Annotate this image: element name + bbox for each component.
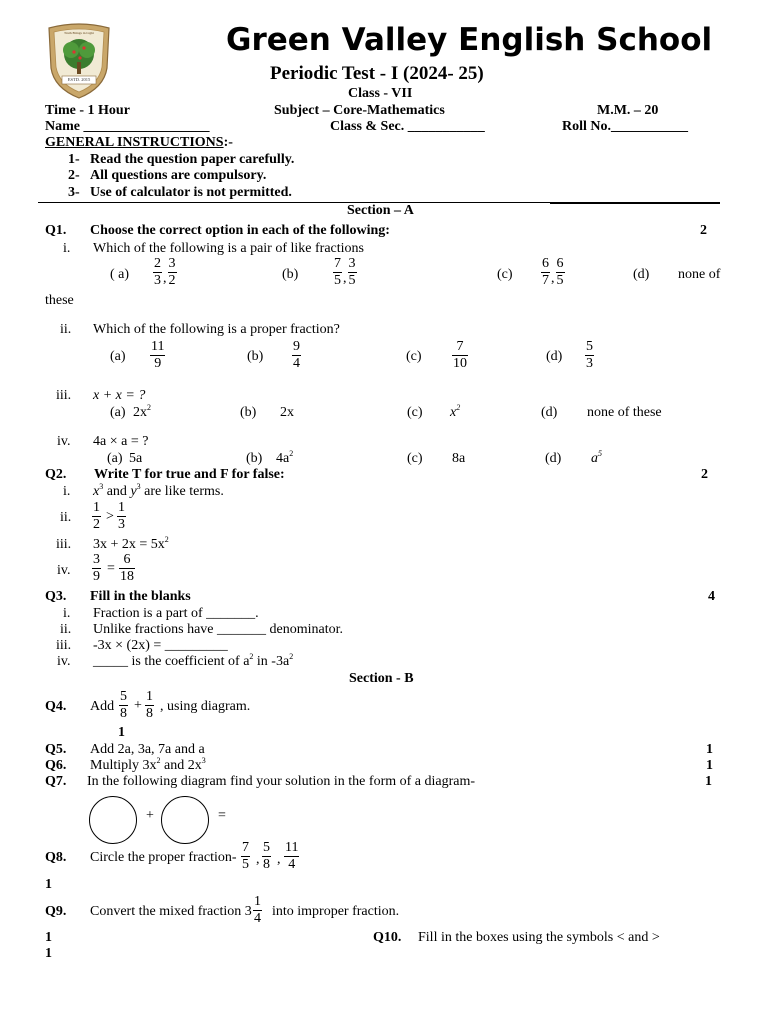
q6-text: Multiply $3x^2$ and $2x^3$ bbox=[90, 756, 206, 773]
q1-ii-option-c-label: (c) bbox=[406, 349, 422, 364]
q3-marks: 4 bbox=[708, 589, 715, 604]
q7-text: In the following diagram find your solution in the form of a diagram- bbox=[87, 774, 476, 789]
option-text: 2x bbox=[133, 405, 147, 420]
instruction-1: Read the question paper carefully. bbox=[90, 152, 295, 167]
denominator: 4 bbox=[288, 857, 296, 872]
q1-i-option-c[interactable]: $\frac{6}{7}$ , $\frac{6}{5}$ bbox=[542, 256, 564, 288]
q3-i-number: i. bbox=[63, 606, 71, 621]
q1-ii-option-d-label: (d) bbox=[546, 349, 563, 364]
school-name: Green Valley English School bbox=[226, 22, 713, 58]
denominator: 3 bbox=[154, 273, 161, 288]
q1-ii-option-b[interactable] bbox=[292, 339, 301, 372]
fraction bbox=[168, 256, 177, 289]
denominator: 5 bbox=[556, 273, 564, 288]
q1-iii-option-b-label: (b) bbox=[240, 405, 257, 420]
q3-text: Fill in the blanks bbox=[90, 589, 191, 604]
q1-i-option-d-text[interactable]: none of bbox=[678, 267, 721, 282]
statement: _____ is the coefficient of a bbox=[93, 654, 250, 669]
crest-established: ESTD. 2015 bbox=[67, 77, 91, 82]
q8-label: Q8. bbox=[45, 850, 67, 865]
numerator: 2 bbox=[154, 256, 161, 271]
q1-ii-option-a[interactable] bbox=[150, 339, 165, 372]
q2-ii-right-fraction bbox=[117, 500, 126, 533]
denominator: 8 bbox=[146, 706, 153, 721]
q1-iii-number: iii. bbox=[56, 388, 72, 403]
denominator: 2 bbox=[93, 517, 100, 532]
subject-label: Subject – Core-Mathematics bbox=[274, 103, 445, 118]
q6-marks: 1 bbox=[706, 758, 713, 773]
denominator: 5 bbox=[348, 273, 356, 288]
q8-marks: 1 bbox=[45, 877, 52, 892]
q1-label: Q1. bbox=[45, 223, 67, 238]
q4-marks: 1 bbox=[118, 725, 125, 740]
q3-iv-text: _____ is the coefficient of $a^2$ in $-3a^2$ bbox=[93, 652, 294, 669]
q3-ii-number: ii. bbox=[60, 622, 72, 637]
q9-marks: 1 bbox=[45, 930, 52, 945]
q10-label: Q10. bbox=[373, 930, 402, 945]
q5-marks: 1 bbox=[706, 742, 713, 757]
numerator: 7 bbox=[334, 256, 341, 271]
q8-fraction-3[interactable] bbox=[284, 840, 299, 873]
instruction-3-number: 3- bbox=[68, 185, 80, 200]
q1-ii-option-c[interactable] bbox=[452, 339, 468, 372]
numerator: 5 bbox=[263, 840, 270, 855]
q6-label: Q6. bbox=[45, 758, 67, 773]
q7-equals: = bbox=[218, 808, 226, 823]
q1-ii-option-b-label: (b) bbox=[247, 349, 264, 364]
instructions-heading-text: GENERAL INSTRUCTIONS bbox=[45, 135, 224, 150]
q1-iii-option-a[interactable]: $2x^2$ bbox=[133, 403, 151, 420]
denominator: 4 bbox=[293, 356, 300, 371]
statement-cont: and 2x bbox=[160, 758, 202, 773]
instructions-heading bbox=[45, 135, 233, 151]
q1-iv-question: 4a × a = ? bbox=[93, 434, 149, 449]
denominator: 9 bbox=[154, 356, 162, 371]
q1-iv-number: iv. bbox=[57, 434, 71, 449]
denominator: 3 bbox=[118, 517, 125, 532]
connector: and bbox=[103, 484, 131, 499]
q1-text: Choose the correct option in each of the following: bbox=[90, 223, 390, 238]
q1-iii-option-b[interactable]: 2x bbox=[280, 405, 294, 420]
q4-fraction-2 bbox=[145, 689, 154, 722]
denominator: 5 bbox=[334, 273, 341, 288]
q3-ii-text: Unlike fractions have _______ denominator. bbox=[93, 622, 343, 637]
q2-iv-operator: = bbox=[107, 561, 115, 576]
numerator: 9 bbox=[293, 339, 300, 354]
q4-fraction-1 bbox=[119, 689, 128, 722]
q8-fraction-2[interactable] bbox=[262, 840, 271, 873]
numerator: 1 bbox=[254, 894, 261, 909]
class-label: Class - VII bbox=[348, 86, 413, 101]
numerator: 6 bbox=[119, 552, 135, 569]
q7-label: Q7. bbox=[45, 774, 67, 789]
statement: Multiply 3x bbox=[90, 758, 157, 773]
q8-fraction-1[interactable] bbox=[241, 840, 250, 873]
statement: are like terms. bbox=[140, 484, 224, 499]
q1-i-option-a-label: ( a) bbox=[110, 267, 130, 282]
name-field[interactable]: Name __________________ bbox=[45, 119, 210, 134]
option-text: a bbox=[591, 451, 598, 466]
q8-text: Circle the proper fraction- bbox=[90, 850, 237, 865]
numerator: 1 bbox=[146, 689, 153, 704]
numerator: 11 bbox=[285, 840, 299, 855]
q1-i-option-d-label: (d) bbox=[633, 267, 650, 282]
denominator: 10 bbox=[453, 356, 467, 371]
q3-i-text: Fraction is a part of _______. bbox=[93, 606, 259, 621]
option-text: 4a bbox=[276, 451, 290, 466]
q2-i-number: i. bbox=[63, 484, 71, 499]
numerator: 3 bbox=[348, 256, 356, 271]
instruction-3: Use of calculator is not permitted. bbox=[90, 185, 292, 200]
q7-plus: + bbox=[146, 808, 154, 823]
q1-marks: 2 bbox=[700, 223, 707, 238]
q4-operator: + bbox=[134, 698, 142, 713]
q4-text: Add bbox=[90, 699, 115, 714]
class-section-field[interactable]: Class & Sec. ___________ bbox=[330, 119, 485, 134]
q9-text: Convert the mixed fraction 3 bbox=[90, 904, 252, 919]
q3-iii-text: -3x × (2x) = _________ bbox=[93, 638, 228, 653]
q1-iv-option-a-label: (a) bbox=[107, 451, 123, 466]
q3-label: Q3. bbox=[45, 589, 67, 604]
q1-i-option-b[interactable]: $\frac{7}{5}$ , $\frac{3}{5}$ bbox=[334, 256, 356, 288]
denominator: 8 bbox=[120, 706, 127, 721]
divider-line-short bbox=[550, 203, 720, 204]
q3-iii-number: iii. bbox=[56, 638, 72, 653]
q1-i-text: Which of the following is a pair of like fractions bbox=[93, 241, 364, 256]
q9-fraction bbox=[253, 894, 262, 927]
denominator: 2 bbox=[168, 273, 176, 288]
q1-ii-number: ii. bbox=[60, 322, 72, 337]
q1-iv-option-d[interactable]: $a^5$ bbox=[591, 449, 602, 466]
q4-suffix: , using diagram. bbox=[160, 699, 251, 714]
q1-i-option-c-label: (c) bbox=[497, 267, 513, 282]
numerator: 3 bbox=[93, 552, 100, 567]
q4-label: Q4. bbox=[45, 699, 67, 714]
fraction bbox=[348, 256, 357, 289]
q2-ii-left-fraction bbox=[92, 500, 101, 533]
statement-cont: in -3a bbox=[253, 654, 290, 669]
q3-iv-number: iv. bbox=[57, 654, 71, 669]
numerator: 5 bbox=[120, 689, 127, 704]
q2-ii-operator: > bbox=[106, 509, 114, 524]
q2-iv-right-fraction bbox=[119, 552, 135, 585]
numerator: 3 bbox=[168, 256, 176, 271]
q1-iv-option-b[interactable]: $4a^2$ bbox=[276, 449, 294, 466]
test-title: Periodic Test - I (2024- 25) bbox=[270, 63, 484, 84]
fraction bbox=[556, 256, 565, 289]
numerator: 5 bbox=[586, 339, 593, 354]
numerator: 11 bbox=[151, 339, 165, 354]
fraction bbox=[541, 256, 550, 289]
instruction-2: All questions are compulsory. bbox=[90, 168, 267, 183]
term-x: x bbox=[93, 484, 100, 499]
option-text: x bbox=[450, 405, 457, 420]
section-b-title: Section - B bbox=[349, 671, 414, 686]
q1-ii-option-d[interactable] bbox=[585, 339, 594, 372]
q2-iv-number: iv. bbox=[57, 563, 71, 578]
q1-iv-option-c[interactable]: 8a bbox=[452, 451, 466, 466]
q8-comma: , bbox=[256, 852, 260, 867]
numerator: 1 bbox=[118, 500, 125, 515]
q2-i-text: $x^3$ and $y^3$ are like terms. bbox=[93, 482, 224, 499]
q7-marks: 1 bbox=[705, 774, 712, 789]
q1-iii-option-d[interactable]: none of these bbox=[587, 405, 662, 420]
denominator: 5 bbox=[242, 857, 249, 872]
fraction bbox=[333, 256, 342, 289]
q2-label: Q2. bbox=[45, 467, 67, 482]
time-label: Time - 1 Hour bbox=[45, 103, 130, 118]
q7-diagram-circle-2 bbox=[161, 796, 209, 844]
q2-iv-left-fraction bbox=[92, 552, 101, 585]
term-y: y bbox=[130, 484, 137, 499]
q1-ii-text: Which of the following is a proper fraction? bbox=[93, 322, 340, 337]
q5-label: Q5. bbox=[45, 742, 67, 757]
q2-iii-text: $3x + 2x = 5x^2$ bbox=[93, 535, 169, 552]
q1-iii-option-c-label: (c) bbox=[407, 405, 423, 420]
q7-diagram-circle-1 bbox=[89, 796, 137, 844]
instruction-1-number: 1- bbox=[68, 152, 80, 167]
denominator: 7 bbox=[542, 273, 549, 288]
q1-ii-option-a-label: (a) bbox=[110, 349, 126, 364]
q1-iii-question: x + x = ? bbox=[93, 388, 146, 403]
numerator: 6 bbox=[542, 256, 549, 271]
q1-i-option-b-label: (b) bbox=[282, 267, 299, 282]
q1-i-option-d-text-cont: these bbox=[45, 293, 74, 308]
section-a-title: Section – A bbox=[347, 203, 414, 218]
q9-text-cont: into improper fraction. bbox=[272, 904, 400, 919]
q2-ii-number: ii. bbox=[60, 510, 72, 525]
q1-iv-option-b-label: (b) bbox=[246, 451, 263, 466]
instruction-2-number: 2- bbox=[68, 168, 80, 183]
q1-iv-option-d-label: (d) bbox=[545, 451, 562, 466]
q1-iii-option-d-label: (d) bbox=[541, 405, 558, 420]
numerator: 6 bbox=[556, 256, 564, 271]
equation: 3x + 2x = 5x bbox=[93, 537, 165, 552]
q1-iii-option-a-label: (a) bbox=[110, 405, 126, 420]
q1-i-number: i. bbox=[63, 241, 71, 256]
q1-iv-option-a[interactable]: 5a bbox=[129, 451, 143, 466]
school-crest-icon bbox=[44, 22, 114, 100]
q8-comma: , bbox=[277, 852, 281, 867]
fraction bbox=[153, 256, 162, 289]
q9-label: Q9. bbox=[45, 904, 67, 919]
denominator: 8 bbox=[263, 857, 270, 872]
max-marks-label: M.M. – 20 bbox=[597, 103, 659, 118]
q10-text: Fill in the boxes using the symbols < and > bbox=[418, 930, 660, 945]
instructions-heading-suffix: :- bbox=[223, 135, 233, 150]
denominator: 4 bbox=[254, 911, 261, 926]
q1-iv-option-c-label: (c) bbox=[407, 451, 423, 466]
crest-motto: Truth Brings in Light bbox=[64, 31, 94, 35]
q1-i-option-a[interactable]: $\frac{2}{3}$ , $\frac{3}{2}$ bbox=[154, 256, 176, 288]
numerator: 7 bbox=[452, 339, 468, 356]
q2-marks: 2 bbox=[701, 467, 708, 482]
roll-number-field[interactable]: Roll No.___________ bbox=[562, 119, 688, 134]
denominator: 18 bbox=[120, 569, 134, 584]
denominator: 3 bbox=[586, 356, 593, 371]
q10-marks: 1 bbox=[45, 946, 52, 961]
numerator: 7 bbox=[242, 840, 249, 855]
q5-text: Add 2a, 3a, 7a and a bbox=[90, 742, 205, 757]
numerator: 1 bbox=[93, 500, 100, 515]
denominator: 9 bbox=[93, 569, 100, 584]
q2-iii-number: iii. bbox=[56, 537, 72, 552]
q1-iii-option-c[interactable]: $x^2$ bbox=[450, 403, 461, 420]
q2-text: Write T for true and F for false: bbox=[94, 467, 285, 482]
